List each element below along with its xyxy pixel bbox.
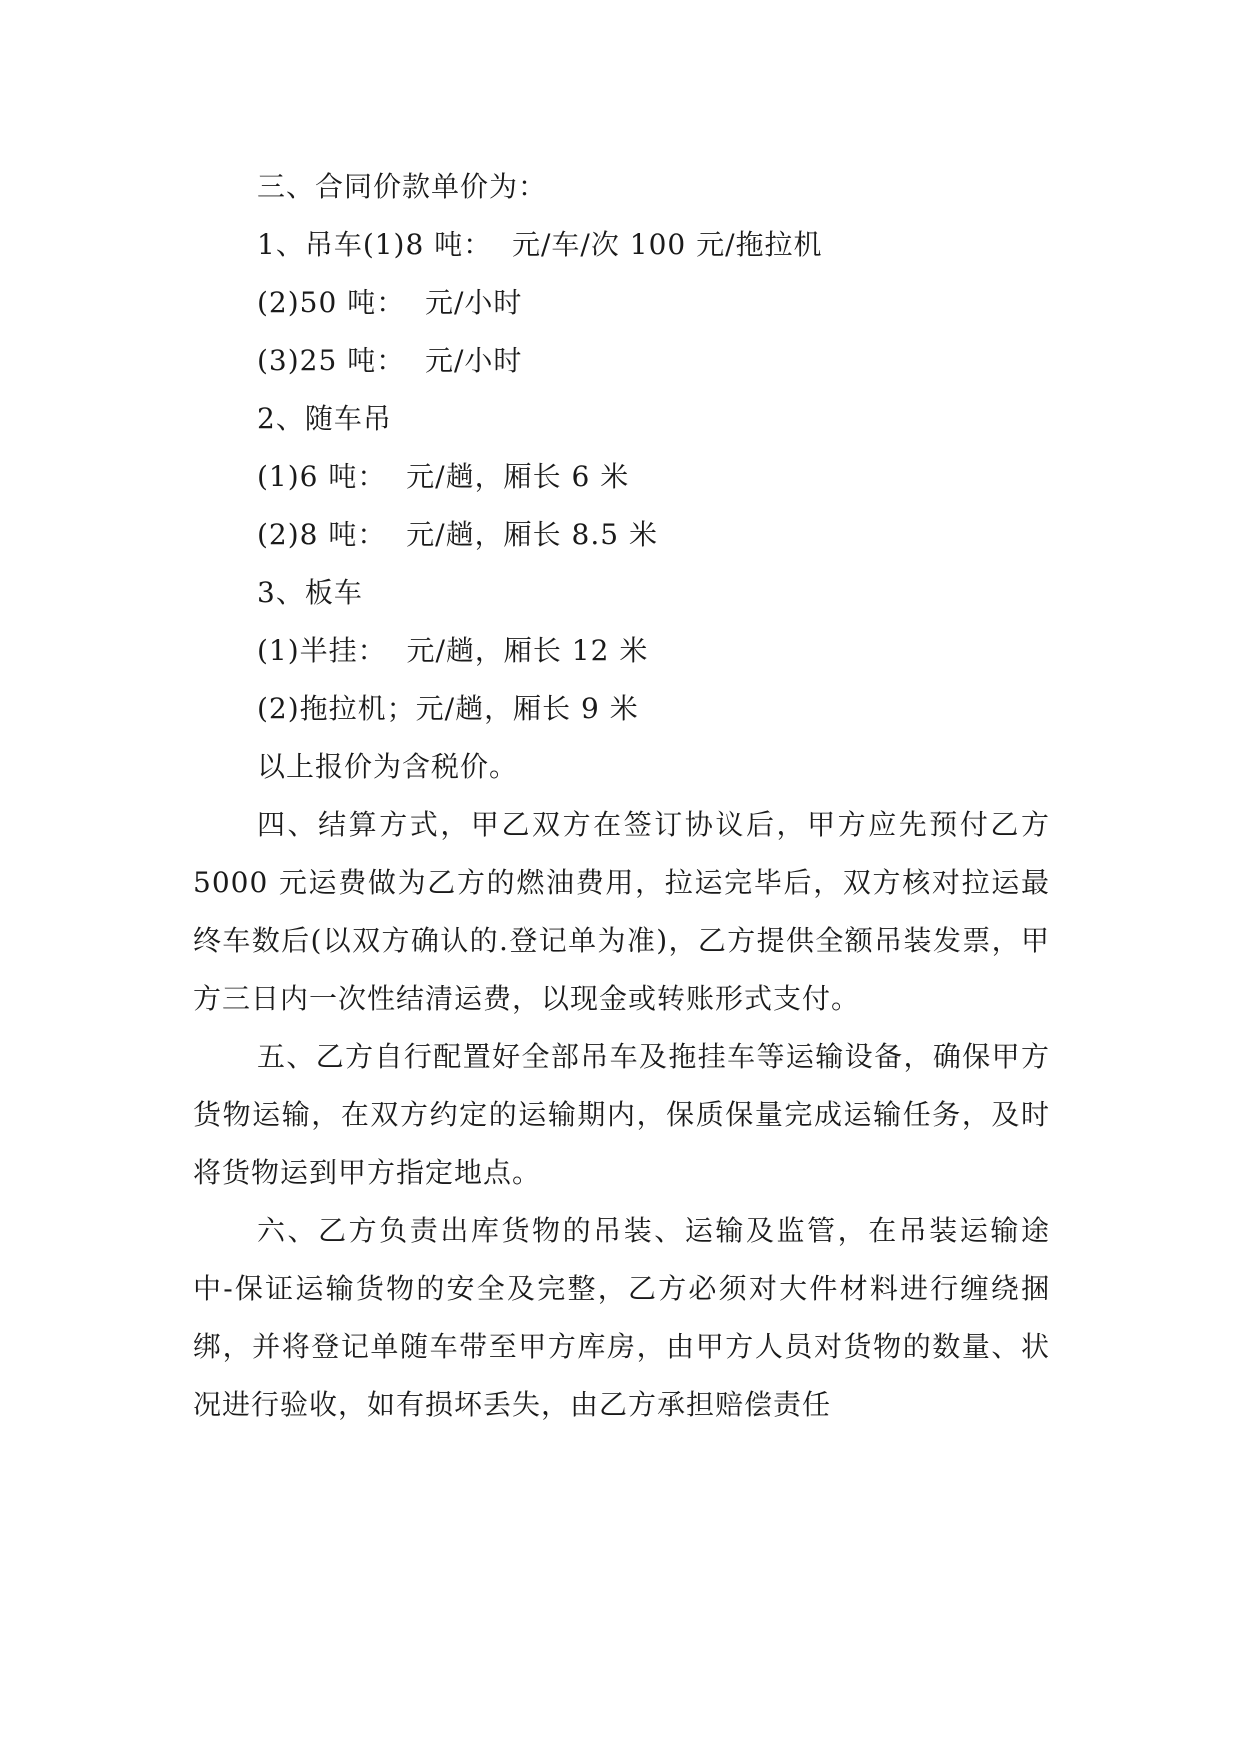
list-item: (1)6 吨： 元/趟，厢长 6 米 xyxy=(257,460,630,493)
list-item: 1、吊车(1)8 吨： 元/车/次 100 元/拖拉机 xyxy=(257,228,823,261)
section-heading-price: 三、合同价款单价为： xyxy=(257,170,548,203)
list-item: 3、板车 xyxy=(257,576,363,609)
list-item: (2)拖拉机；元/趟，厢长 9 米 xyxy=(257,692,639,725)
paragraph-liability: 六、乙方负责出库货物的吊装、运输及监管，在吊装运输途中-保证运输货物的安全及完整，乙方必须对大件材料进行缠绕捆绑，并将登记单随车带至甲方库房，由甲方人员对货物的数量、状况进行验收，如有损坏丢失，由乙方承担赔偿责任 xyxy=(193,1214,1050,1421)
paragraph-settlement: 四、结算方式，甲乙双方在签订协议后，甲方应先预付乙方 5000 元运费做为乙方的燃油费用，拉运完毕后，双方核对拉运最终车数后(以双方确认的.登记单为准)，乙方提供全额吊装发票，甲方三日内一次性结清运费，以现金或转账形式支付。 xyxy=(193,808,1050,1015)
list-item: (2)50 吨： 元/小时 xyxy=(257,286,523,319)
list-item: (3)25 吨： 元/小时 xyxy=(257,344,523,377)
document-body xyxy=(193,158,1050,1434)
paragraph-equipment: 五、乙方自行配置好全部吊车及拖挂车等运输设备，确保甲方货物运输，在双方约定的运输期内，保质保量完成运输任务，及时将货物运到甲方指定地点。 xyxy=(193,1040,1050,1189)
tax-note: 以上报价为含税价。 xyxy=(257,750,519,783)
list-item: (1)半挂： 元/趟，厢长 12 米 xyxy=(257,634,649,667)
list-item: (2)8 吨： 元/趟，厢长 8.5 米 xyxy=(257,518,658,551)
list-item: 2、随车吊 xyxy=(257,402,392,435)
